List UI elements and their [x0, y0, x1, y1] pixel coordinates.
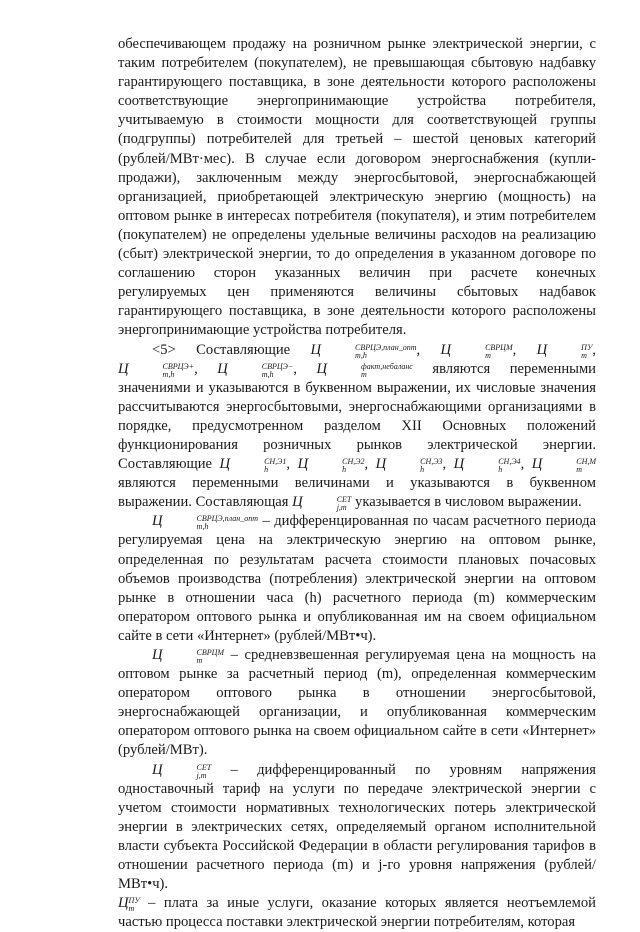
- definition-set: [118, 761, 596, 895]
- definition-pu: [118, 894, 596, 932]
- symbol-pu: Ц ПУ m: [536, 341, 593, 360]
- symbol-sn-e1: Ц СН,Э1 h: [219, 456, 287, 475]
- symbol-sn-e3: Ц СН,Э3 h: [375, 456, 443, 475]
- symbol-svrcm: Ц СВРЦМ m: [440, 341, 513, 360]
- footnote-5-tail2: являются переменными величинами и указываются в буквенном выражении. Составляющая: [118, 475, 596, 511]
- symbol-svrcm-def: Ц СВРЦМ m: [152, 647, 225, 665]
- definition-svrce-plan-text: – дифференцированная по часам расчетного периода регулируемая цена на электрическую энергию на оптовом рынке, определенная по результатам расчета стоимости плановых почасовых объемов производства (потребления) электрической энергии на оптовом рынке в отношении часа (h) расчетного периода (m) коммерческим оператором оптового рынка и опубликованная им на своем официальном сайте в сети «Интернет» (рублей/МВт•ч).: [118, 513, 596, 644]
- symbol-svrce-minus: Ц СВРЦЭ− m,h: [217, 360, 294, 379]
- symbol-set: Ц СЕТ j,m: [292, 494, 352, 513]
- footnote-5-paragraph: <5> Составляющие Ц СВРЦЭ,план_опт m,h , Ц СВРЦМ m , Ц ПУ m , Ц СВРЦЭ+ m,h , Ц СВРЦЭ− m,h , Ц факт,небаланс m являются переменными значениями и указываются в буквенном выражении, их числовые значения рассчитываются энергосбытовыми, энергоснабжающими организациями в порядке, предусмотренном разделом XII Основных положений функционирования розничных рынков электрической энергии. Составляющие Ц СН,Э1 h , Ц СН,Э2 h , Ц СН,Э3 h , Ц СН,Э4 h , Ц СН,М m являются переменными величинами и указываются в буквенном выражении. Составляющая Ц СЕТ j,m указывается в числовом выражении.: [118, 341, 597, 513]
- definition-pu-text: – плата за иные услуги, оказание которых является неотъемлемой частью процесса поставки электрической энергии потребителям, которая: [118, 895, 596, 931]
- definition-svrcm-text: – средневзвешенная регулируемая цена на мощность на оптовом рынке за расчетный период (m), определенная коммерческим оператором оптового рынка в отношении энергосбытовой, энергоснабжающей организации, и опубликованная коммерческим оператором оптового рынка на своем официальном сайте в сети «Интернет» (рублей/МВт).: [118, 647, 596, 759]
- definition-svrce-plan: [118, 512, 596, 646]
- footnote-5-tail3: указывается в числовом выражении.: [355, 494, 582, 511]
- symbol-sn-e4: Ц СН,Э4 h: [453, 456, 521, 475]
- definition-set-text: – дифференцированный по уровням напряжения одноставочный тариф на услуги по передаче электрической энергии с учетом стоимости нормативных технологических потерь электрической энергии в электрических сетях, определяемый органом исполнительной власти субъекта Российской Федерации в области регулирования тарифов в отношении расчетного периода (m) и j-го уровня напряжения (рублей/МВт•ч).: [118, 761, 596, 893]
- symbol-svrce-plus: Ц СВРЦЭ+ m,h: [118, 360, 195, 379]
- symbol-set-def: Ц СЕТ j,m: [152, 761, 212, 780]
- symbol-pu-def: Ц ПУ m: [118, 895, 140, 914]
- symbol-svrce-plan-def: Ц СВРЦЭ,план_опт m,h: [152, 513, 259, 532]
- symbol-sn-m: Ц СН,М m: [531, 456, 597, 475]
- symbol-svrce-plan: Ц СВРЦЭ,план_опт m,h: [310, 341, 417, 360]
- document-page: [118, 35, 596, 932]
- paragraph-1: обеспечивающем продажу на розничном рынке электрической энергии, с таким потребителем (покупателем), не превышающая сбытовую надбавку гарантирующего поставщика, в зоне деятельности которого расположены соответствующие энергопринимающие устройства потребителя, учитываемую в стоимости мощности для соответствующей группы (подгруппы) потребителей для третьей – шестой ценовых категорий (рублей/МВт·мес). В случае если договором энергоснабжения (купли-продажи), заключенным между энергосбытовой, энергоснабжающей организацией, приобретающей электрическую энергию (мощность) на оптовом рынке в интересах потребителя (покупателя), и этим потребителем (покупателем) не определены удельные величины расходов на реализацию (сбыт) электрической энергии, то до определения в указанном договоре по соглашению сторон указанных величин при расчете конечных регулируемых цен применяются величины сбытовых надбавок гарантирующего поставщика, в зоне деятельности которого расположены энергопринимающие устройства потребителя.: [118, 36, 596, 339]
- footnote-5-lead: <5> Составляющие: [152, 341, 291, 358]
- symbol-fakt-nebalans: Ц факт,небаланс m: [316, 360, 413, 379]
- footnote-5-tail: являются переменными значениями и указываются в буквенном выражении, их числовые значения рассчитываются энергосбытовыми, энергоснабжающими организациями в порядке, предусмотренном разделом XII Основных положений функционирования розничных рынков электрической энергии. Составляющие: [118, 360, 596, 473]
- symbol-sn-e2: Ц СН,Э2 h: [297, 456, 365, 475]
- definition-svrcm: [118, 646, 596, 761]
